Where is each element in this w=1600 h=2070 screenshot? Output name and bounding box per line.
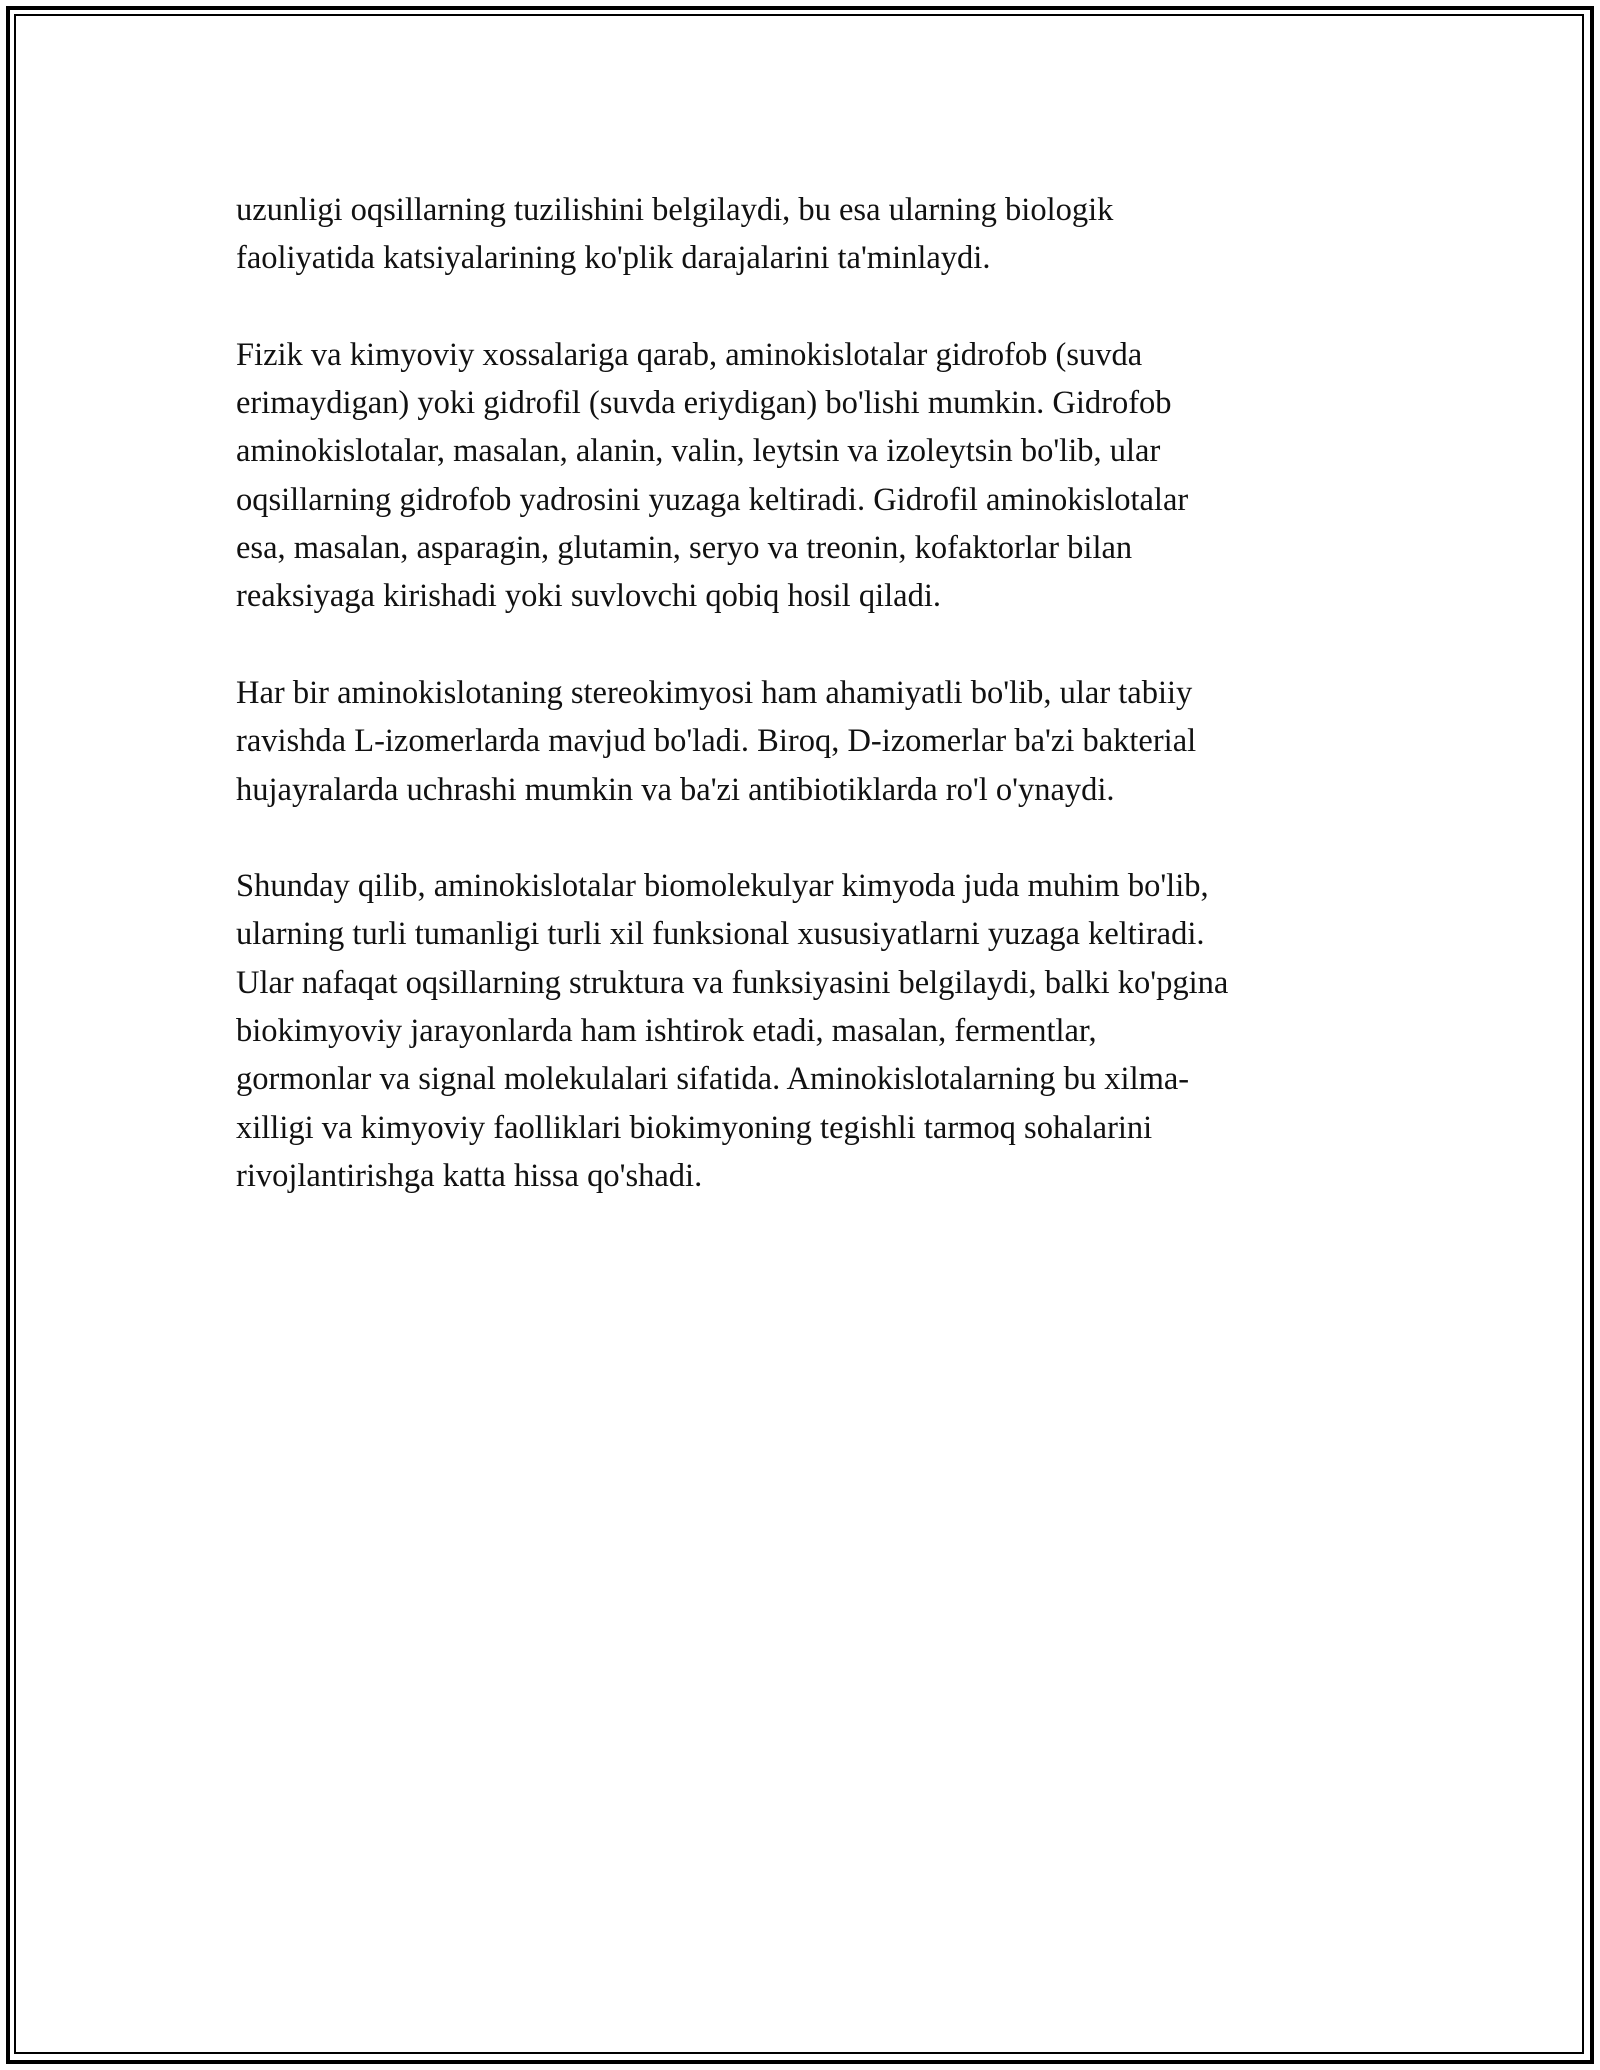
text-line: reaksiyaga kirishadi yoki suvlovchi qobiq hosil qiladi. — [236, 578, 941, 615]
text-line: hujayralarda uchrashi mumkin va ba'zi antibiotiklarda ro'l o'ynaydi. — [236, 771, 1115, 808]
text-line: esa, masalan, asparagin, glutamin, seryo va treonin, kofaktorlar bilan — [236, 530, 1133, 567]
text-line: Shunday qilib, aminokislotalar biomolekulyar kimyoda juda muhim bo'lib, — [236, 868, 1209, 905]
text-line: rivojlantirishga katta hissa qo'shadi. — [236, 1157, 703, 1194]
document-body — [236, 186, 1376, 1200]
text-line: erimaydigan) yoki gidrofil (suvda eriydigan) bo'lishi mumkin. Gidrofob — [236, 385, 1172, 422]
text-line: Ular nafaqat oqsillarning struktura va funksiyasini belgilaydi, balki ko'pgina — [236, 964, 1229, 1001]
text-line: uzunligi oqsillarning tuzilishini belgilaydi, bu esa ularning biologik — [236, 192, 1114, 228]
text-line: Fizik va kimyoviy xossalariga qarab, aminokislotalar gidrofob (suvda — [236, 336, 1143, 373]
text-line: oqsillarning gidrofob yadrosini yuzaga keltiradi. Gidrofil aminokislotalar — [236, 481, 1189, 518]
text-line: ravishda L-izomerlarda mavjud bo'ladi. Biroq, D-izomerlar ba'zi bakterial — [236, 723, 1197, 760]
paragraph-3 — [236, 669, 1376, 814]
text-line: Har bir aminokislotaning stereokimyosi ham ahamiyatli bo'lib, ular tabiiy — [236, 674, 1193, 711]
text-line: gormonlar va signal molekulalari sifatida. Aminokislotalarning bu xilma- — [236, 1061, 1190, 1098]
paragraph-2 — [236, 331, 1376, 621]
text-line: faoliyatida katsiyalarining ko'plik darajalarini ta'minlaydi. — [236, 240, 991, 277]
text-line: xilligi va kimyoviy faolliklari biokimyoning tegishli tarmoq sohalarini — [236, 1109, 1153, 1146]
paragraph-1 — [236, 186, 1376, 283]
text-line: ularning turli tumanligi turli xil funksional xususiyatlarni yuzaga keltiradi. — [236, 916, 1205, 953]
text-line: aminokislotalar, masalan, alanin, valin, leytsin va izoleytsin bo'lib, ular — [236, 433, 1161, 470]
text-line: biokimyoviy jarayonlarda ham ishtirok etadi, masalan, fermentlar, — [236, 1013, 1097, 1050]
paragraph-4 — [236, 862, 1376, 1200]
